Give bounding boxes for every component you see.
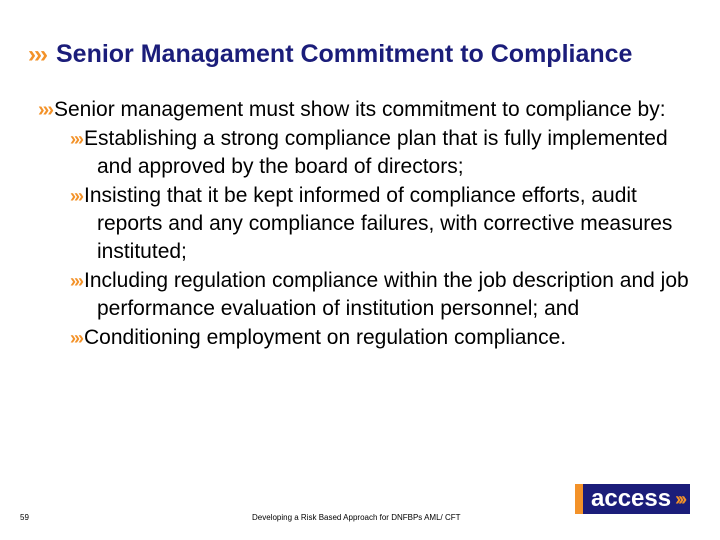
slide-title-row bbox=[28, 40, 632, 69]
chevron-bullet-icon: ››› bbox=[70, 328, 82, 348]
slide-body bbox=[38, 96, 698, 353]
sub-bullet-text: Conditioning employment on regulation compliance. bbox=[83, 326, 567, 349]
chevron-bullet-icon: ››› bbox=[70, 186, 82, 206]
sub-bullet-item bbox=[70, 125, 698, 181]
logo-text: access bbox=[575, 484, 675, 514]
chevron-bullet-icon: ››› bbox=[70, 129, 82, 149]
access-logo bbox=[575, 484, 714, 514]
sub-bullet-text: Insisting that it be kept informed of compliance efforts, audit reports and any compliance failures, with corrective measures instituted; bbox=[83, 184, 673, 263]
bullet-text: Senior management must show its commitment to compliance by: bbox=[53, 98, 666, 121]
logo-chevron-icon: ››› bbox=[675, 484, 690, 514]
chevron-bullet-icon: ››› bbox=[28, 40, 46, 68]
sub-bullet-item bbox=[70, 267, 698, 323]
sub-bullet-item bbox=[70, 182, 698, 266]
sub-bullet-item bbox=[70, 324, 698, 352]
footer-caption: Developing a Risk Based Approach for DNFBPs AML/ CFT bbox=[252, 513, 461, 522]
sub-bullet-text: Including regulation compliance within the job description and job performance evaluation of institution personnel; and bbox=[83, 269, 689, 320]
sub-bullet-text: Establishing a strong compliance plan that is fully implemented and approved by the board of directors; bbox=[83, 127, 668, 178]
page-number: 59 bbox=[20, 513, 29, 522]
bullet-item-intro bbox=[38, 96, 698, 124]
chevron-bullet-icon: ››› bbox=[38, 99, 52, 121]
slide-title: Senior Managament Commitment to Compliance bbox=[55, 40, 633, 68]
chevron-bullet-icon: ››› bbox=[70, 271, 82, 291]
logo-accent-bar bbox=[575, 484, 583, 514]
